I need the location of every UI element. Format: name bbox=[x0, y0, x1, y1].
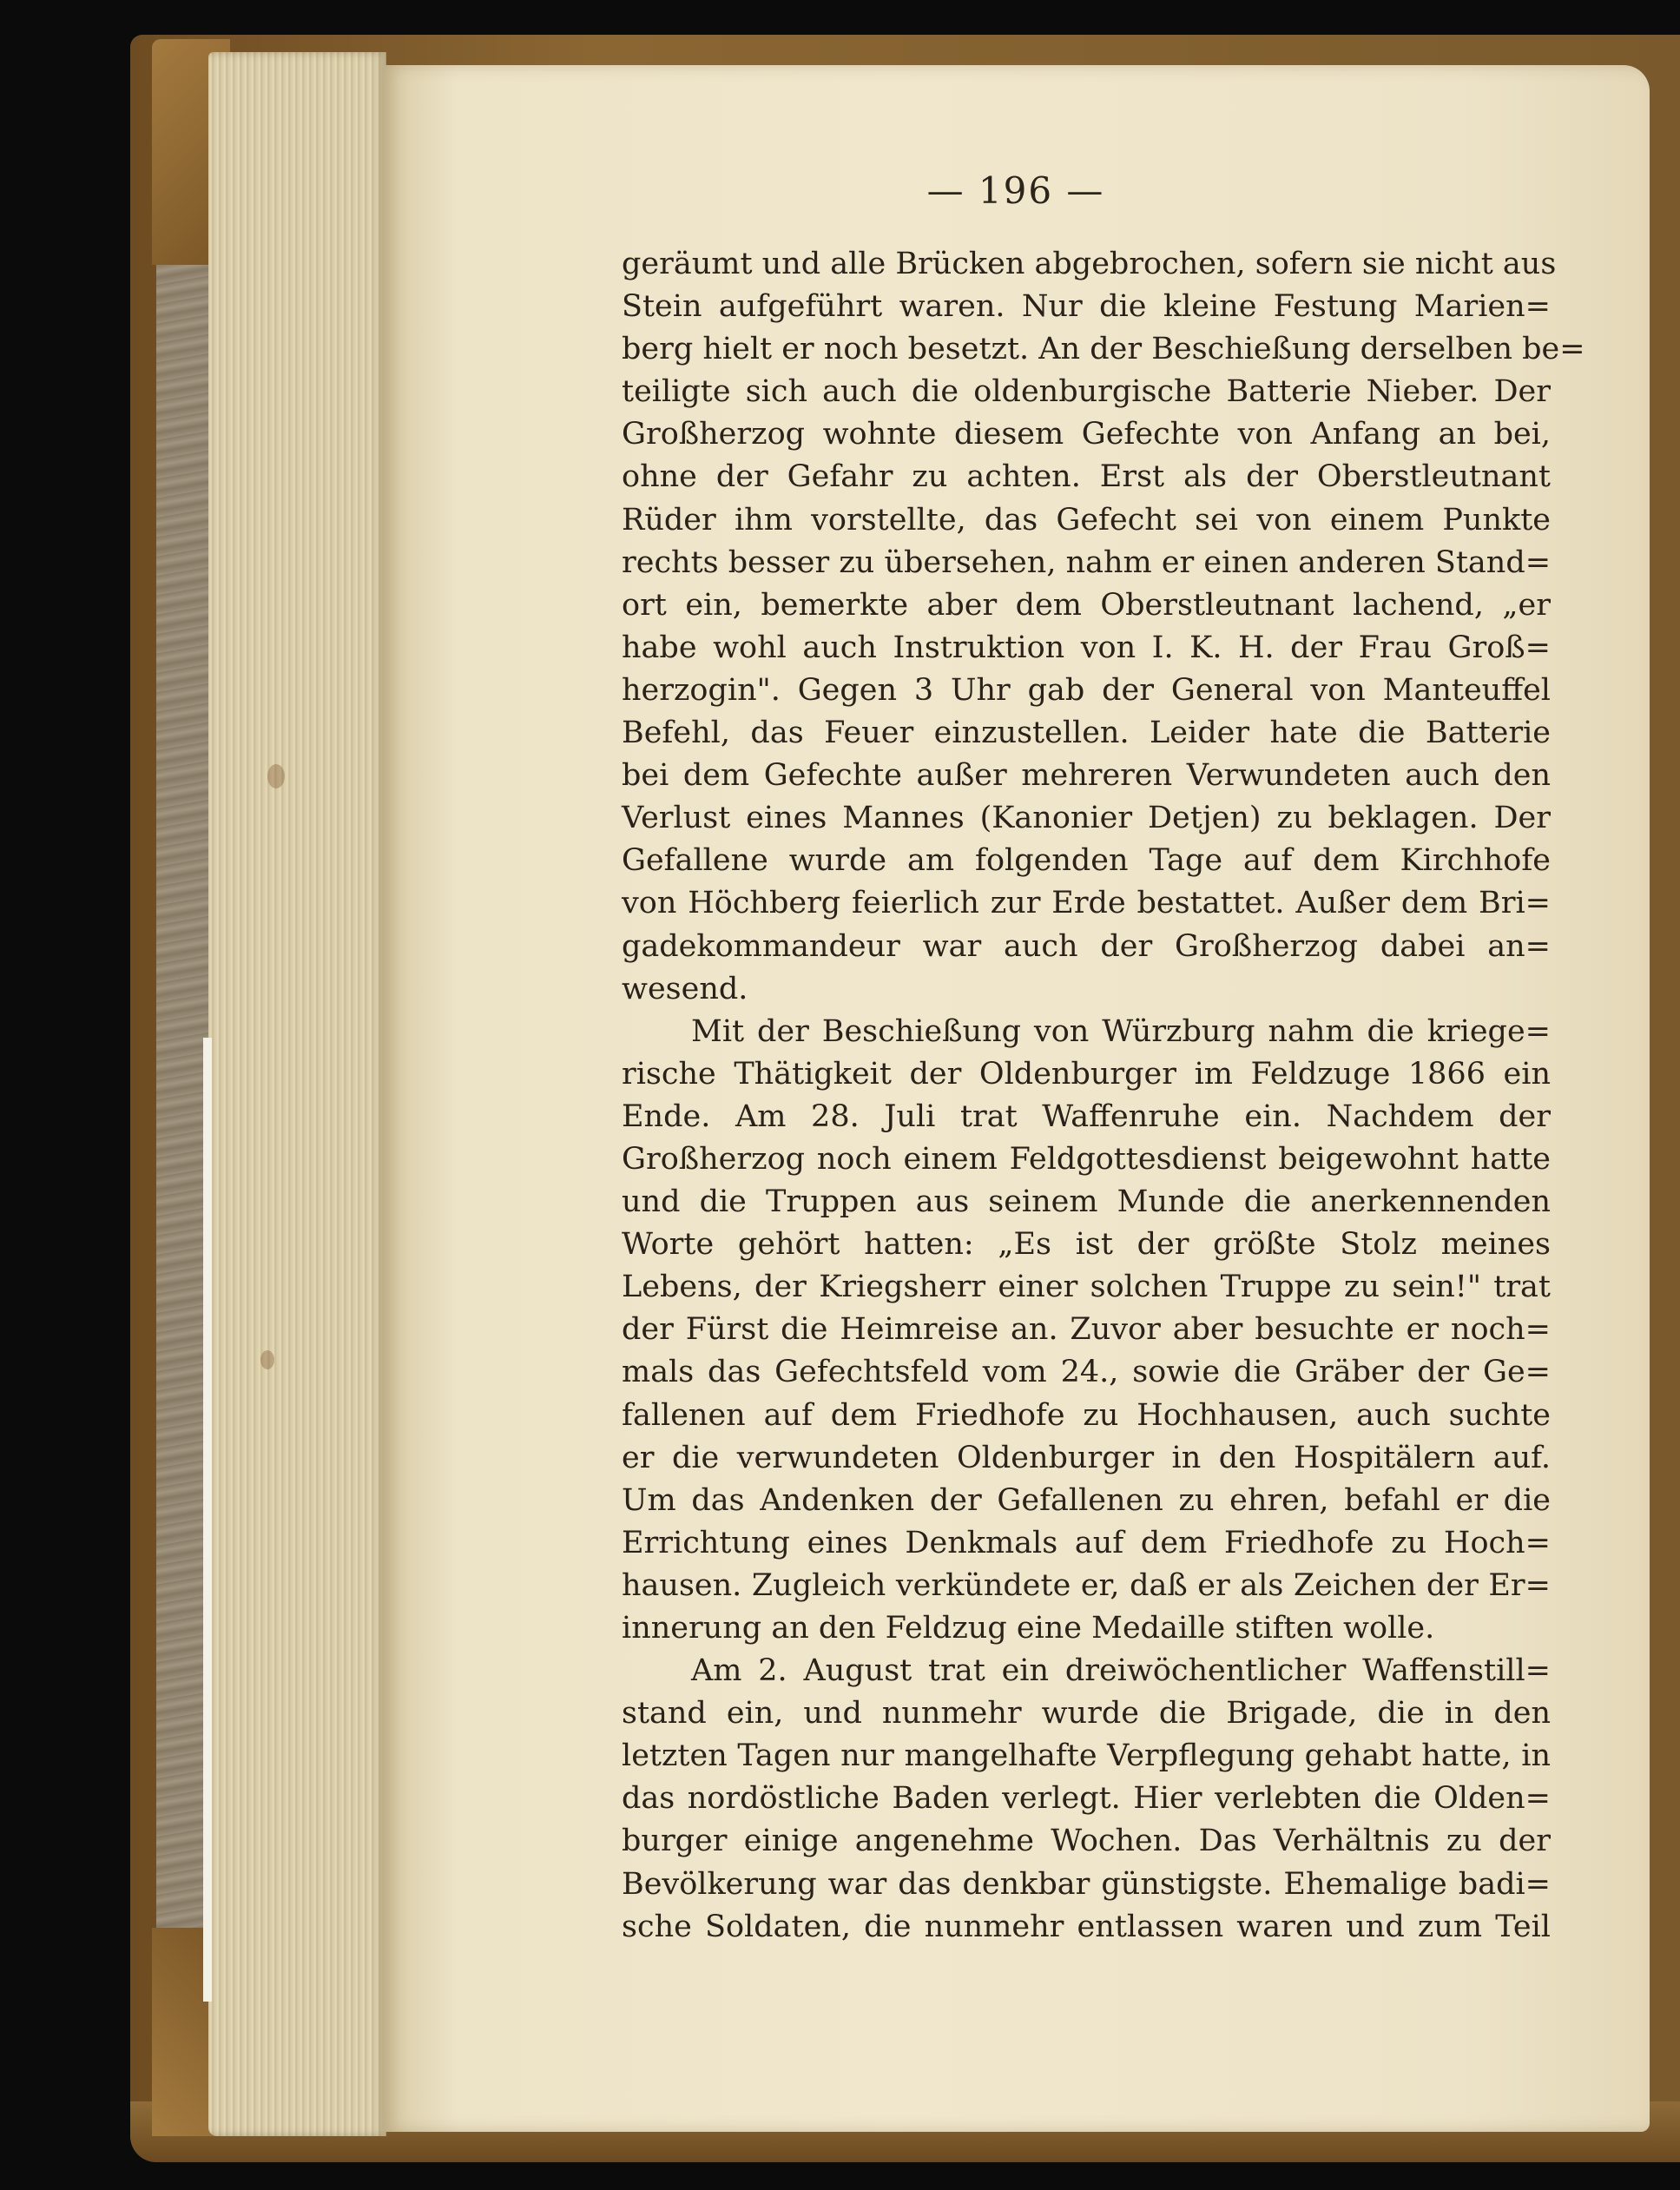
text-line: habe wohl auch Instruktion von I. K. H. der Frau Groß= bbox=[622, 630, 1551, 665]
stain bbox=[260, 1350, 274, 1369]
text-line: burger einige angenehme Wochen. Das Verhältnis zu der bbox=[622, 1824, 1551, 1859]
book-page bbox=[382, 65, 1650, 2132]
text-line: ort ein, bemerkte aber dem Oberstleutnant lachend, „er bbox=[622, 587, 1551, 623]
body-text bbox=[622, 243, 1585, 1949]
text-line: wesend. bbox=[622, 971, 748, 1006]
text-line: teiligte sich auch die oldenburgische Batterie Nieber. Der bbox=[622, 374, 1551, 410]
text-line: sche Soldaten, die nunmehr entlassen waren und zum Teil bbox=[622, 1909, 1551, 1944]
page-number: — 196 — bbox=[926, 169, 1105, 212]
text-line: und die Truppen aus seinem Munde die anerkennenden bbox=[622, 1184, 1551, 1220]
text-line: mals das Gefechtsfeld vom 24., sowie die Gräber der Ge= bbox=[622, 1355, 1551, 1390]
text-line: von Höchberg feierlich zur Erde bestattet. Außer dem Bri= bbox=[622, 886, 1551, 921]
text-line: Ende. Am 28. Juli trat Waffenruhe ein. Nachdem der bbox=[622, 1098, 1551, 1134]
text-line: Großherzog noch einem Feldgottesdienst beigewohnt hatte bbox=[622, 1141, 1551, 1177]
text-line: Bevölkerung war das denkbar günstigste. Ehemalige badi= bbox=[622, 1866, 1551, 1902]
text-line: fallenen auf dem Friedhofe zu Hochhausen, auch suchte bbox=[622, 1397, 1551, 1433]
text-line: Errichtung eines Denkmals auf dem Friedhofe zu Hoch= bbox=[622, 1525, 1551, 1560]
text-line: innerung an den Feldzug eine Medaille stiften wolle. bbox=[622, 1611, 1435, 1646]
text-line: Mit der Beschießung von Würzburg nahm die kriege= bbox=[691, 1013, 1551, 1049]
text-line: Großherzog wohnte diesem Gefechte von Anfang an bei, bbox=[622, 417, 1551, 452]
text-line: Rüder ihm vorstellte, das Gefecht sei von einem Punkte bbox=[622, 502, 1551, 538]
text-line: letzten Tagen nur mangelhafte Verpflegung gehabt hatte, in bbox=[622, 1738, 1551, 1774]
text-line: gadekommandeur war auch der Großherzog dabei an= bbox=[622, 928, 1551, 964]
text-line: geräumt und alle Brücken abgebrochen, sofern sie nicht aus bbox=[622, 247, 1557, 281]
page-edges bbox=[208, 52, 386, 2136]
text-line: Stein aufgeführt waren. Nur die kleine Festung Marien= bbox=[622, 289, 1551, 325]
text-line: herzogin". Gegen 3 Uhr gab der General von Manteuffel bbox=[622, 672, 1551, 708]
text-line: hausen. Zugleich verkündete er, daß er als Zeichen der Er= bbox=[622, 1567, 1551, 1603]
text-line: er die verwundeten Oldenburger in den Hospitälern auf. bbox=[622, 1440, 1551, 1475]
text-line: rische Thätigkeit der Oldenburger im Feldzuge 1866 ein bbox=[622, 1056, 1551, 1092]
text-line: stand ein, und nunmehr wurde die Brigade, die in den bbox=[622, 1696, 1551, 1732]
text-line: ohne der Gefahr zu achten. Erst als der Oberstleutnant bbox=[622, 459, 1551, 495]
stain bbox=[267, 764, 285, 788]
text-line: das nordöstliche Baden verlegt. Hier verlebten die Olden= bbox=[622, 1781, 1551, 1817]
text-line: Lebens, der Kriegsherr einer solchen Truppe zu sein!" trat bbox=[622, 1270, 1551, 1305]
text-line: der Fürst die Heimreise an. Zuvor aber besuchte er noch= bbox=[622, 1312, 1551, 1348]
text-line: Worte gehört hatten: „Es ist der größte Stolz meines bbox=[622, 1227, 1551, 1263]
text-line: berg hielt er noch besetzt. An der Beschießung derselben be= bbox=[622, 332, 1585, 367]
text-line: Am 2. August trat ein dreiwöchentlicher Waffenstill= bbox=[691, 1653, 1551, 1689]
paper-strip bbox=[203, 1038, 212, 2002]
text-line: Gefallene wurde am folgenden Tage auf dem Kirchhofe bbox=[622, 843, 1551, 879]
text-line: rechts besser zu übersehen, nahm er einen anderen Stand= bbox=[622, 544, 1552, 580]
text-line: Um das Andenken der Gefallenen zu ehren, befahl er die bbox=[622, 1482, 1551, 1518]
text-line: bei dem Gefechte außer mehreren Verwundeten auch den bbox=[622, 758, 1551, 794]
text-line: Verlust eines Mannes (Kanonier Detjen) zu beklagen. Der bbox=[622, 801, 1551, 836]
text-line: Befehl, das Feuer einzustellen. Leider hate die Batterie bbox=[622, 716, 1551, 751]
